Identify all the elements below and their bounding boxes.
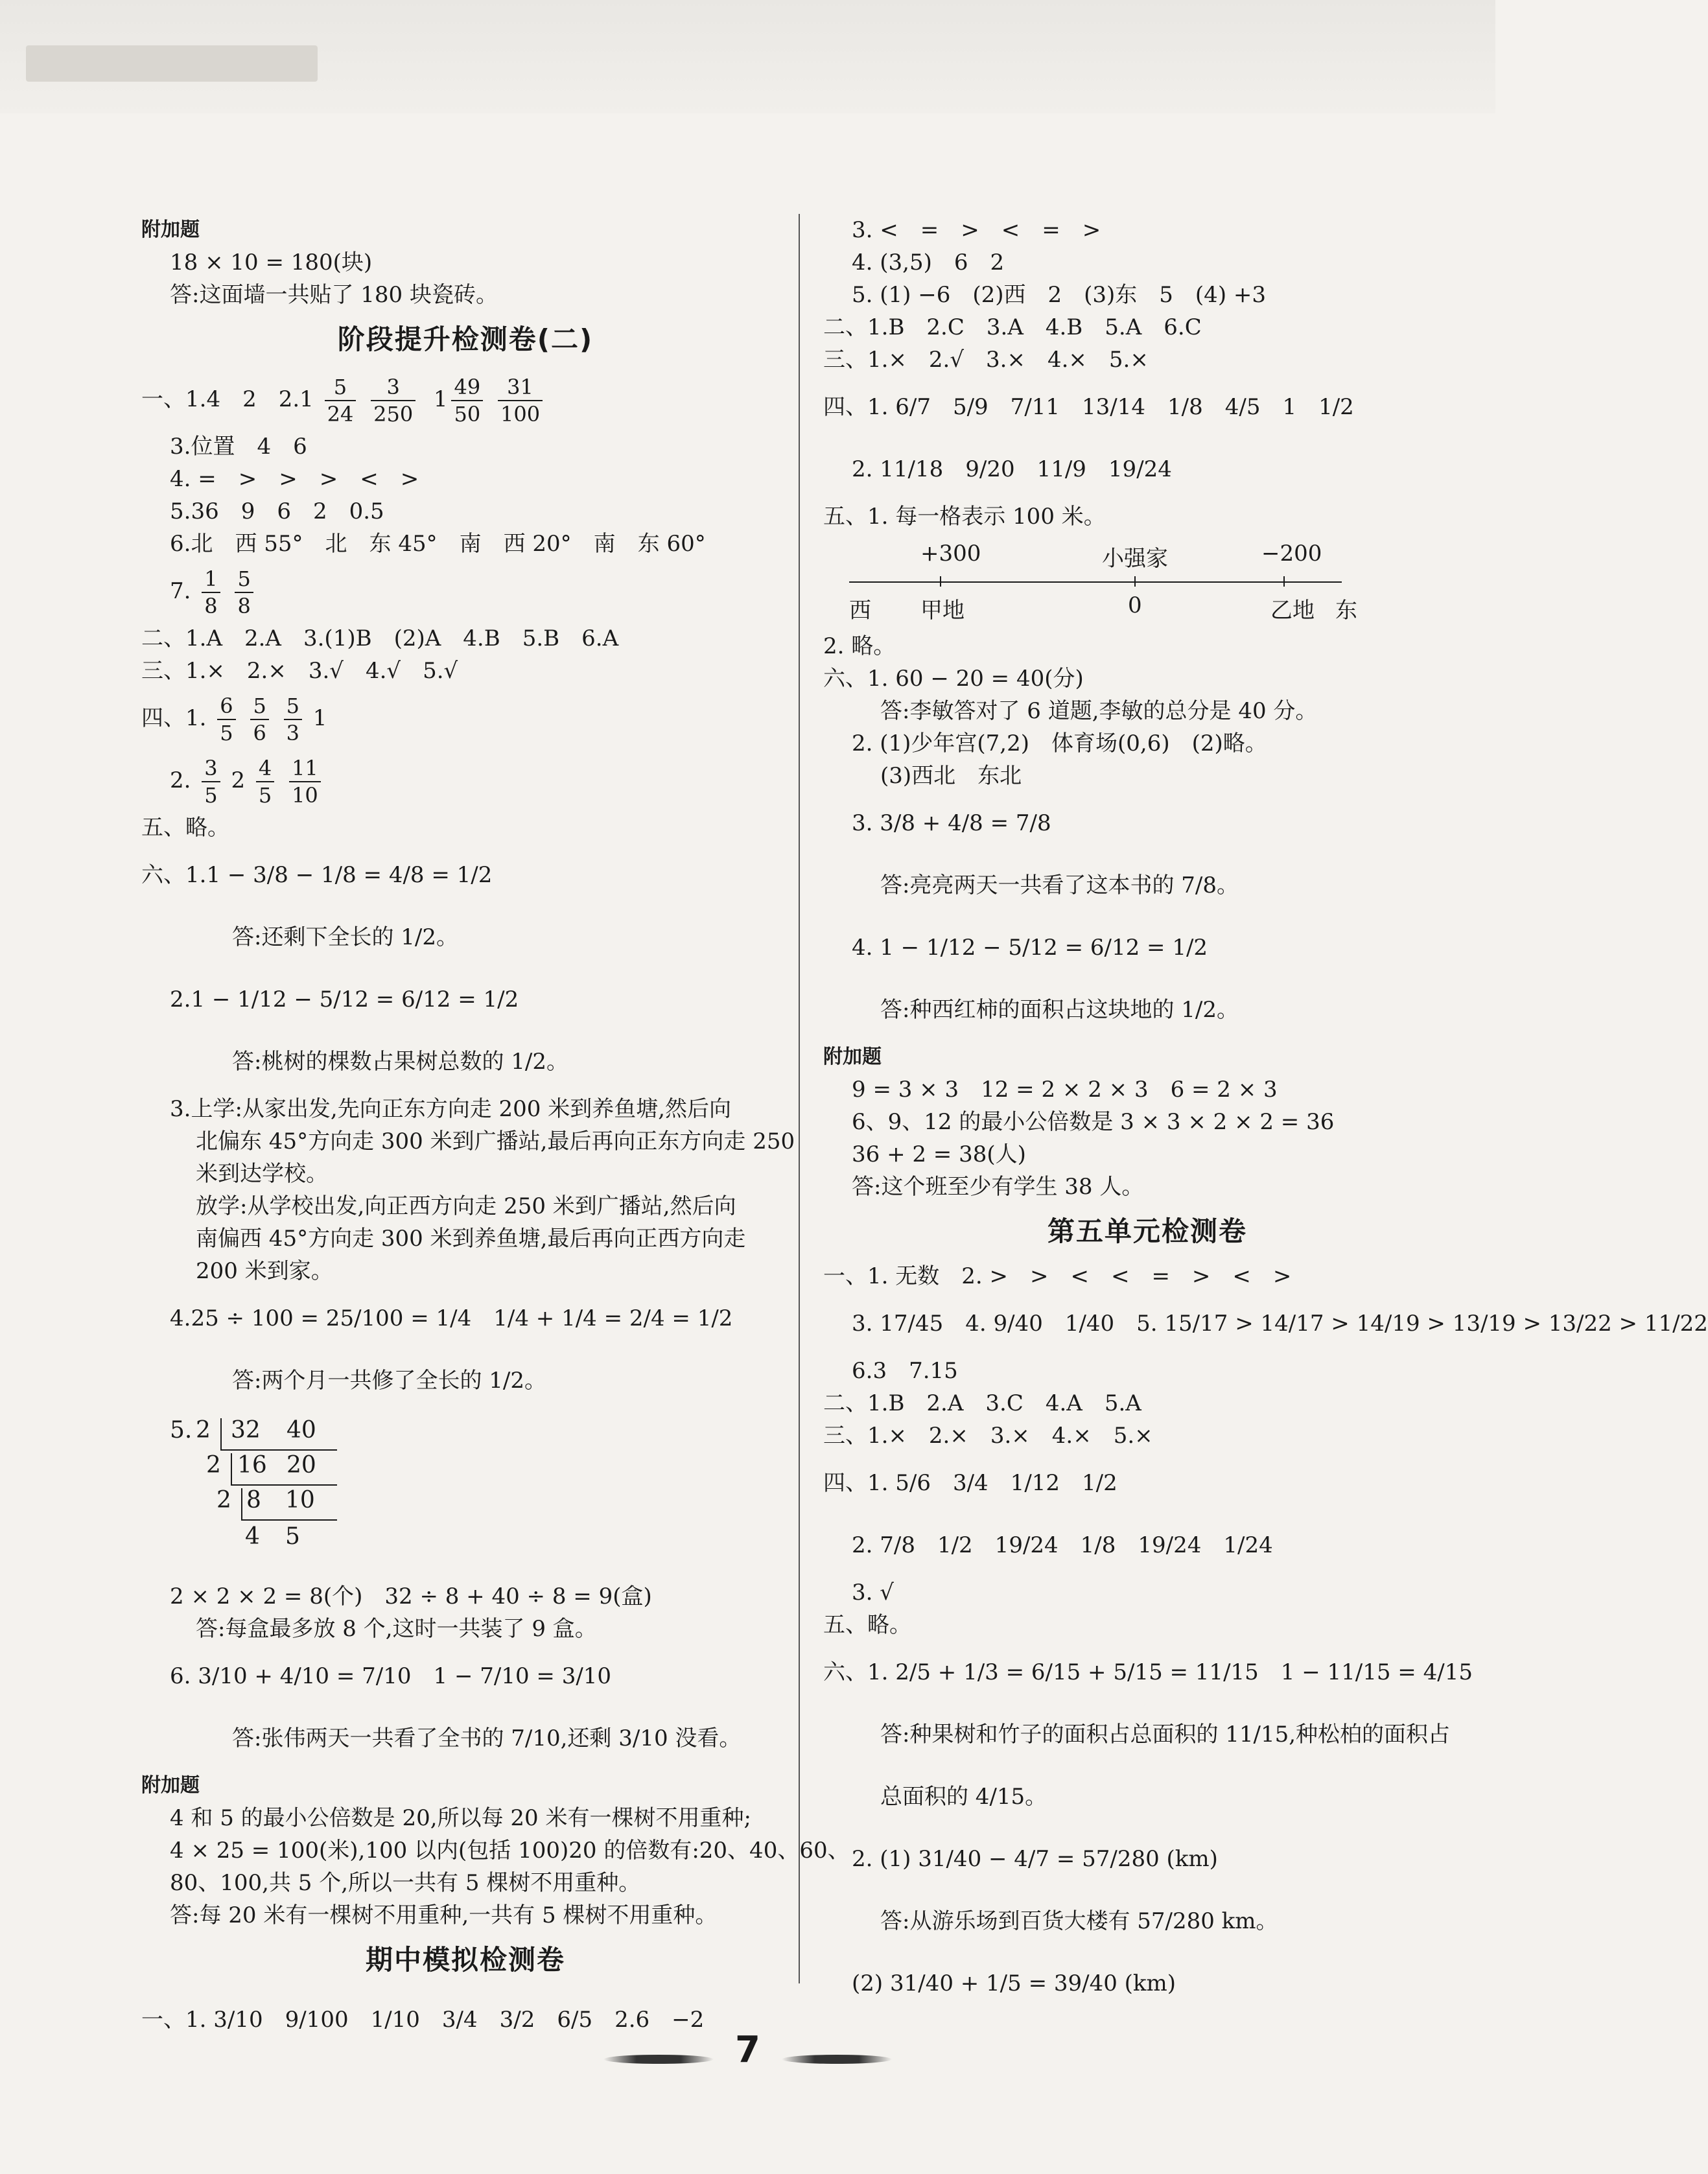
answer-line: 答:亮亮两天一共看了这本书的 7/8。: [880, 872, 1239, 898]
answer-line: 六、1. 60 − 20 = 40(分): [823, 666, 1084, 692]
answer-line: 2.1 − 1/12 − 5/12 = 6/12 = 1/2: [170, 987, 519, 1012]
fraction: $\frac{5}{24}$: [325, 377, 357, 425]
section-heading: 附加题: [141, 218, 200, 241]
number-line-label: −200: [1261, 541, 1322, 567]
answer-line: 答:每盒最多放 8 个,这时一共装了 9 盒。: [196, 1616, 597, 1642]
answer-line: 一、1.4 2 2.1 $\frac{5}{24}$ $\frac{3}{250}$ 1 $\frac{49}{50}$ $\frac{31}{100}$: [141, 368, 790, 430]
answer-text: 2: [231, 767, 246, 793]
div-number: 10: [285, 1487, 315, 1514]
test-title: 第五单元检测卷: [1047, 1215, 1247, 1247]
answer-line: 3.位置 4 6: [170, 434, 307, 460]
div-number: 2: [216, 1487, 231, 1514]
page-footer: [0, 2029, 1495, 2071]
fraction: $\frac{3}{5}$: [202, 758, 220, 806]
answer-line: 三、1.× 2.× 3.× 4.× 5.×: [823, 1423, 1153, 1449]
answer-line: 2. 7/8 1/2 19/24 1/8 19/24 1/24: [852, 1532, 1273, 1558]
div-number: 4: [245, 1523, 260, 1550]
answer-line: 2. 略。: [823, 633, 896, 659]
header-smudge: [26, 45, 318, 82]
answer-text: 1: [312, 705, 327, 731]
answer-line: 36 + 2 = 38(人): [852, 1141, 1026, 1167]
div-number: 20: [287, 1452, 316, 1479]
answer-line: 4.25 ÷ 100 = 25/100 = 1/4 1/4 + 1/4 = 2/4 = 1/2: [170, 1305, 733, 1331]
answer-line: 答:这个班至少有学生 38 人。: [852, 1174, 1144, 1200]
footer-ornament-left: [603, 2055, 714, 2064]
answer-line: [141, 560, 790, 622]
fraction: $\frac{5}{3}$: [284, 695, 302, 743]
answer-line: 答:每 20 米有一棵树不用重种,一共有 5 棵树不用重种。: [170, 1902, 718, 1928]
answer-line: 80、100,共 5 个,所以一共有 5 棵树不用重种。: [170, 1870, 641, 1896]
answer-line: 总面积的 4/15。: [880, 1784, 1047, 1810]
answer-line: 五、1. 每一格表示 100 米。: [823, 504, 1106, 530]
answer-line: 3. 3/8 + 4/8 = 7/8: [852, 810, 1051, 836]
answer-line: 200 米到家。: [196, 1258, 333, 1284]
page-number: 7: [735, 2029, 760, 2071]
answer-line: 5. (1) −6 (2)西 2 (3)东 5 (4) +3: [852, 282, 1267, 308]
number-line-label: 东: [1335, 598, 1357, 624]
fraction: $\frac{31}{100}$: [498, 377, 543, 425]
answer-line: 三、1.× 2.× 3.√ 4.√ 5.√: [141, 658, 458, 684]
number-line-label: 小强家: [1102, 546, 1168, 572]
section-heading: 附加题: [823, 1046, 882, 1068]
div-number: 40: [287, 1417, 316, 1443]
answer-line: 答:桃树的棵数占果树总数的 1/2。: [232, 1049, 568, 1075]
answer-line: 米到达学校。: [196, 1161, 328, 1187]
div-number: 5: [285, 1523, 300, 1550]
fraction: $\frac{11}{10}$: [289, 758, 321, 806]
answer-text: 7.: [170, 578, 191, 604]
answer-text: 2.: [170, 767, 191, 793]
left-column: [141, 214, 850, 2051]
number-line-tick: [1134, 576, 1136, 587]
number-line-label: 0: [1128, 592, 1142, 618]
fraction: $\frac{6}{5}$: [217, 695, 235, 743]
answer-line: 答:种果树和竹子的面积占总面积的 11/15,种松柏的面积占: [880, 1722, 1451, 1747]
fraction: $\frac{4}{5}$: [256, 758, 274, 806]
answer-line: 3.上学:从家出发,先向正东方向走 200 米到养鱼塘,然后向: [170, 1096, 732, 1122]
answer-line: 北偏东 45°方向走 300 米到广播站,最后再向正东方向走 250: [196, 1128, 795, 1154]
answer-line: (3)西北 东北: [880, 763, 1022, 789]
answer-line: 四、1. 6/7 5/9 7/11 13/14 1/8 4/5 1 1/2: [823, 394, 1354, 420]
answer-line: 4. (3,5) 6 2: [852, 250, 1005, 275]
answer-line: 2. (1) 31/40 − 4/7 = 57/280 (km): [852, 1846, 1218, 1872]
div-number: 2: [196, 1417, 211, 1443]
answer-line: 六、1. 2/5 + 1/3 = 6/15 + 5/15 = 11/15 1 − 11/15 = 4/15: [823, 1659, 1473, 1685]
answer-line: 3. √: [852, 1580, 894, 1606]
number-line: [823, 533, 1471, 630]
number-line-tick: [940, 576, 941, 587]
number-line-label: 乙地: [1270, 598, 1315, 624]
answer-line: 答:两个月一共修了全长的 1/2。: [232, 1368, 546, 1394]
answer-line: 六、1.1 − 3/8 − 1/8 = 4/8 = 1/2: [141, 862, 493, 888]
test-title: 阶段提升检测卷(二): [337, 323, 594, 355]
answer-line: 4. 1 − 1/12 − 5/12 = 6/12 = 1/2: [852, 935, 1208, 961]
answer-line: 一、1. 3/10 9/100 1/10 3/4 3/2 6/5 2.6 −2: [141, 2007, 705, 2033]
answer-text: 四、1.: [141, 705, 207, 731]
answer-line: 一、1. 无数 2. > > < < = > < >: [823, 1263, 1292, 1289]
answer-text: 5.: [170, 1417, 193, 1443]
answer-line: 二、1.B 2.C 3.A 4.B 5.A 6.C: [823, 314, 1202, 340]
answer-line: [141, 687, 790, 749]
answer-line: 答:李敏答对了 6 道题,李敏的总分是 40 分。: [880, 698, 1318, 724]
answer-line: 答:种西红柿的面积占这块地的 1/2。: [880, 997, 1239, 1023]
right-column: [823, 214, 1708, 2015]
fraction: $\frac{3}{250}$: [371, 377, 415, 425]
answer-line: 五、略。: [141, 815, 229, 841]
number-line-axis: [849, 581, 1342, 583]
answer-line: 4. = > > > < >: [170, 466, 419, 492]
answer-line: 放学:从学校出发,向正西方向走 250 米到广播站,然后向: [196, 1193, 736, 1219]
section-heading: 附加题: [141, 1774, 200, 1797]
answer-line: 6. 3/10 + 4/10 = 7/10 1 − 7/10 = 3/10: [170, 1663, 612, 1689]
answer-line: 南偏西 45°方向走 300 米到养鱼塘,最后再向正西方向走: [196, 1226, 746, 1252]
number-line-label: 甲地: [920, 598, 965, 624]
answer-line: 2. 11/18 9/20 11/9 19/24: [852, 456, 1172, 482]
number-line-label: 西: [849, 598, 871, 624]
answer-line: [141, 749, 790, 812]
div-number: 32: [231, 1417, 261, 1443]
answer-line: 18 × 10 = 180(块): [170, 250, 373, 275]
answer-line: 三、1.× 2.√ 3.× 4.× 5.×: [823, 347, 1149, 373]
answer-line: 2 × 2 × 2 = 8(个) 32 ÷ 8 + 40 ÷ 8 = 9(盒): [170, 1584, 652, 1609]
answer-line: 6.北 西 55° 北 东 45° 南 西 20° 南 东 60°: [170, 531, 706, 557]
answer-line: 2. (1)少年宫(7,2) 体育场(0,6) (2)略。: [852, 731, 1267, 756]
column-divider: [799, 214, 800, 1983]
answer-line: (2) 31/40 + 1/5 = 39/40 (km): [852, 1970, 1176, 1996]
answer-line: 答:这面墙一共贴了 180 块瓷砖。: [170, 282, 498, 308]
answer-line: 答:张伟两天一共看了全书的 7/10,还剩 3/10 没看。: [232, 1725, 742, 1751]
answer-line: 3. 17/45 4. 9/40 1/40 5. 15/17 > 14/17 > 14/19 > 13/19 > 13/22 > 11/22: [852, 1311, 1708, 1337]
answer-line: 5.36 9 6 2 0.5: [170, 498, 384, 524]
fraction: $\frac{5}{6}$: [250, 695, 268, 743]
answer-line: 五、略。: [823, 1612, 911, 1638]
answer-line: 答:从游乐场到百货大楼有 57/280 km。: [880, 1908, 1278, 1934]
answer-line: 二、1.B 2.A 3.C 4.A 5.A: [823, 1390, 1141, 1416]
answer-line: 3. < = > < = >: [852, 217, 1101, 243]
fraction: $\frac{49}{50}$: [451, 377, 483, 425]
answer-line: 6、9、12 的最小公倍数是 3 × 3 × 2 × 2 = 36: [852, 1109, 1335, 1135]
div-number: 16: [237, 1452, 267, 1479]
answer-line: 四、1. 5/6 3/4 1/12 1/2: [823, 1470, 1117, 1496]
answer-text: 一、1.4 2 2.1: [141, 386, 314, 412]
short-division: [141, 1412, 790, 1580]
answer-line: 二、1.A 2.A 3.(1)B (2)A 4.B 5.B 6.A: [141, 625, 619, 651]
answer-line: 6.3 7.15: [852, 1358, 958, 1384]
number-line-tick: [1283, 576, 1285, 587]
answer-line: 答:还剩下全长的 1/2。: [232, 924, 458, 950]
fraction: $\frac{5}{8}$: [235, 568, 253, 616]
number-line-label: +300: [920, 541, 981, 567]
fraction: $\frac{1}{8}$: [202, 568, 220, 616]
div-number: 8: [246, 1487, 261, 1514]
div-number: 2: [206, 1452, 221, 1479]
test-title: 期中模拟检测卷: [365, 1944, 565, 1976]
footer-ornament-right: [782, 2055, 892, 2064]
answer-line: 4 和 5 的最小公倍数是 20,所以每 20 米有一棵树不用重种;: [170, 1805, 751, 1831]
answer-line: 4 × 25 = 100(米),100 以内(包括 100)20 的倍数有:20、40、60、: [170, 1838, 850, 1864]
answer-line: 9 = 3 × 3 12 = 2 × 2 × 3 6 = 2 × 3: [852, 1077, 1278, 1103]
